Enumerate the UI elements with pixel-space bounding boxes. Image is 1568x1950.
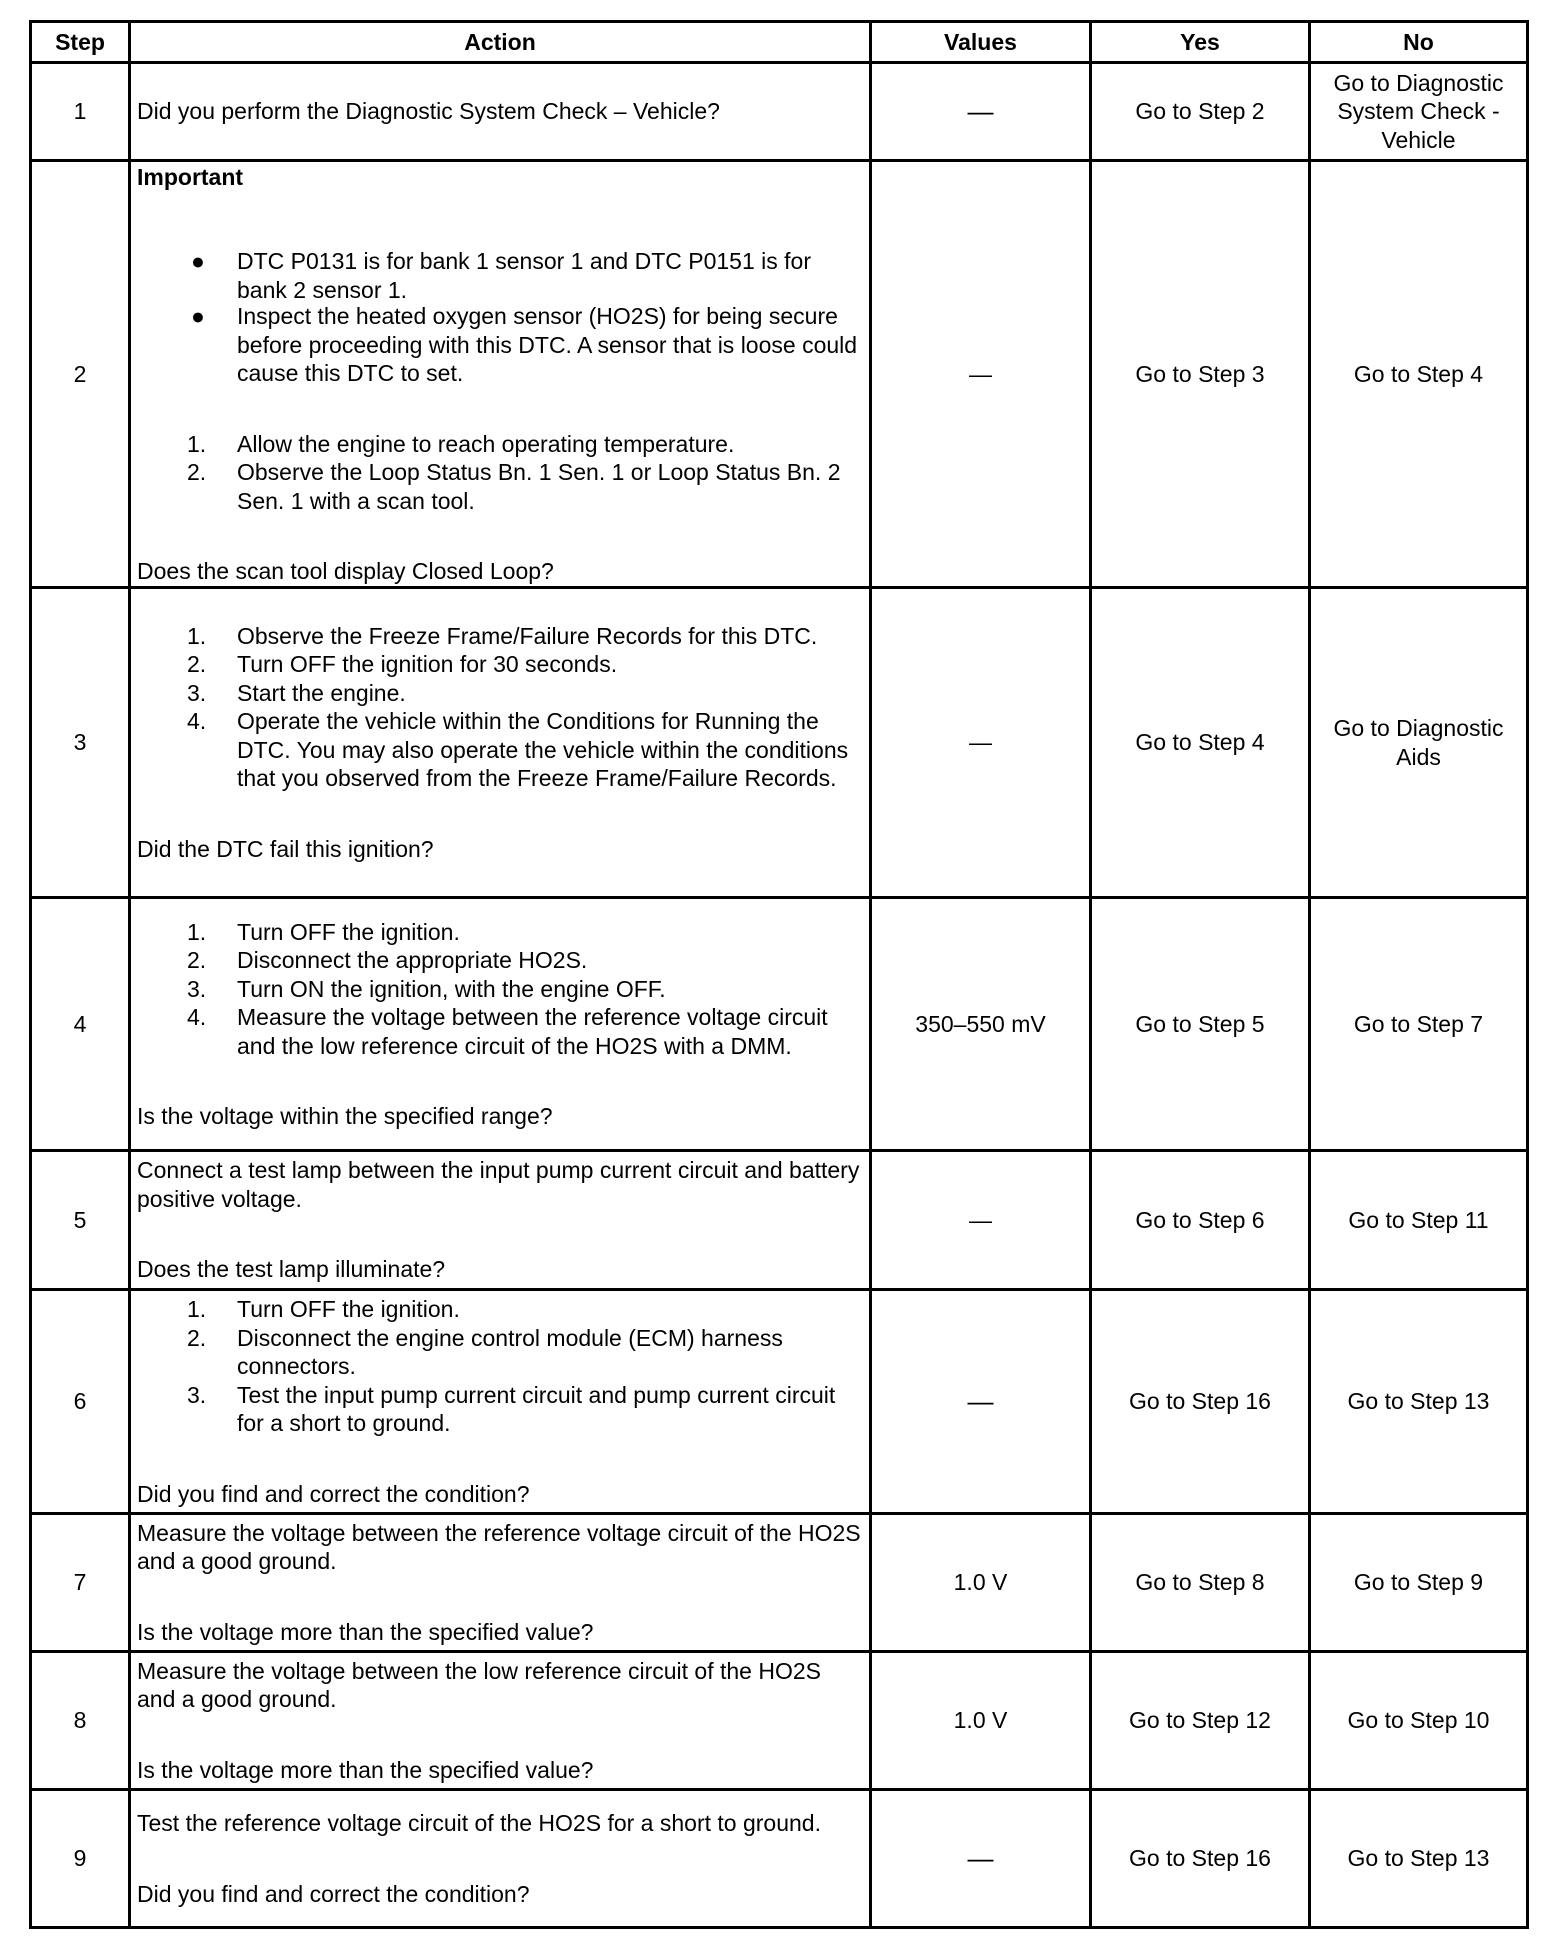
action-question: Does the test lamp illuminate? — [137, 1256, 446, 1283]
step-number: 5 — [31, 1151, 130, 1290]
values-cell: — — [871, 161, 1091, 588]
step-number: 8 — [31, 1652, 130, 1790]
yes-cell: Go to Step 4 — [1091, 588, 1310, 898]
no-cell: Go to Step 13 — [1310, 1290, 1528, 1514]
action-cell — [130, 1514, 871, 1652]
bullet-icon: ● — [191, 303, 205, 329]
header-action: Action — [130, 22, 871, 63]
numbered-steps — [137, 918, 863, 1061]
values-cell: 1.0 V — [871, 1652, 1091, 1790]
table-row-step-6 — [31, 1290, 1528, 1514]
values-cell — [871, 63, 1091, 161]
numbered-steps — [137, 1295, 863, 1438]
value-dash: — — [967, 1842, 994, 1873]
table-row-step-8 — [31, 1652, 1528, 1790]
action-cell — [130, 161, 871, 588]
list-item: ● Inspect the heated oxygen sensor (HO2S) for being secure before proceeding with this DTC. A sensor that is loose could cause this DTC to set. — [191, 303, 858, 386]
no-cell: Go to Diagnostic Aids — [1310, 588, 1528, 898]
action-question: Does the scan tool display Closed Loop? — [137, 558, 554, 584]
yes-cell: Go to Step 5 — [1091, 898, 1310, 1151]
no-cell: Go to Step 9 — [1310, 1514, 1528, 1652]
values-cell: — — [871, 1151, 1091, 1290]
list-item: 3. Test the input pump current circuit and pump current circuit for a short to ground. — [187, 1381, 836, 1436]
numbered-steps — [137, 622, 863, 793]
action-question: Did you find and correct the condition? — [137, 1480, 530, 1507]
yes-cell: Go to Step 16 — [1091, 1290, 1310, 1514]
table-row-step-5 — [31, 1151, 1528, 1290]
no-cell: Go to Step 4 — [1310, 161, 1528, 588]
values-cell — [871, 1790, 1091, 1928]
list-item: 1. Turn OFF the ignition. — [187, 918, 460, 945]
list-item: 2. Disconnect the appropriate HO2S. — [187, 947, 588, 973]
values-cell — [871, 1290, 1091, 1514]
yes-cell: Go to Step 3 — [1091, 161, 1310, 588]
step-number: 2 — [31, 161, 130, 588]
yes-cell: Go to Step 2 — [1091, 63, 1310, 161]
header-yes: Yes — [1091, 22, 1310, 63]
action-question: Is the voltage more than the specified value? — [137, 1618, 594, 1645]
action-cell — [130, 1652, 871, 1790]
values-cell: 1.0 V — [871, 1514, 1091, 1652]
list-item: 1. Allow the engine to reach operating temperature. — [187, 430, 735, 457]
header-no: No — [1310, 22, 1528, 63]
step-number: 1 — [31, 63, 130, 161]
list-item: 1. Turn OFF the ignition. — [187, 1296, 460, 1322]
no-cell: Go to Step 13 — [1310, 1790, 1528, 1928]
no-cell: Go to Step 10 — [1310, 1652, 1528, 1790]
important-label: Important — [137, 163, 244, 190]
values-cell: 350–550 mV — [871, 898, 1091, 1151]
action-cell — [130, 898, 871, 1151]
yes-cell: Go to Step 8 — [1091, 1514, 1310, 1652]
header-values: Values — [871, 22, 1091, 63]
action-cell — [130, 1790, 871, 1928]
action-question: Is the voltage more than the specified value? — [137, 1756, 594, 1783]
action-question: Did you find and correct the condition? — [137, 1880, 530, 1907]
yes-cell: Go to Step 16 — [1091, 1790, 1310, 1928]
action-question: Did the DTC fail this ignition? — [137, 835, 434, 862]
diagnostic-table — [29, 20, 1529, 1929]
table-row-step-4 — [31, 898, 1528, 1151]
bullet-icon: ● — [191, 248, 205, 274]
bullet-list — [137, 247, 863, 388]
header-step: Step — [31, 22, 130, 63]
list-item: 3. Start the engine. — [187, 679, 406, 706]
action-cell — [130, 1151, 871, 1290]
table-row-step-7 — [31, 1514, 1528, 1652]
action-cell — [130, 63, 871, 161]
step-number: 7 — [31, 1514, 130, 1652]
step-number: 9 — [31, 1790, 130, 1928]
list-item: 1. Observe the Freeze Frame/Failure Records for this DTC. — [187, 622, 818, 649]
list-item: 3. Turn ON the ignition, with the engine OFF. — [187, 975, 666, 1002]
list-item: 4. Measure the voltage between the reference voltage circuit and the low reference circuit of the HO2S with a DMM. — [187, 1004, 828, 1059]
list-item: 2. Turn OFF the ignition for 30 seconds. — [187, 651, 618, 678]
no-cell: Go to Step 11 — [1310, 1151, 1528, 1290]
action-text: Did you perform the Diagnostic System Check – Vehicle? — [137, 98, 720, 125]
yes-cell: Go to Step 6 — [1091, 1151, 1310, 1290]
list-item: 2. Disconnect the engine control module (ECM) harness connectors. — [187, 1324, 783, 1379]
header-row — [31, 22, 1528, 63]
value-dash: — — [967, 95, 994, 126]
step-number: 4 — [31, 898, 130, 1151]
no-cell: Go to Step 7 — [1310, 898, 1528, 1151]
no-cell: Go to Diagnostic System Check - Vehicle — [1310, 63, 1528, 161]
yes-cell: Go to Step 12 — [1091, 1652, 1310, 1790]
step-number: 3 — [31, 588, 130, 898]
table-row-step-3 — [31, 588, 1528, 898]
table-row-step-9 — [31, 1790, 1528, 1928]
numbered-steps — [137, 430, 863, 516]
table-row-step-2 — [31, 161, 1528, 588]
list-item: 4. Operate the vehicle within the Conditions for Running the DTC. You may also operate the vehicle within the conditions that you observed from the Freeze Frame/Failure Records. — [187, 708, 849, 792]
list-item: 2. Observe the Loop Status Bn. 1 Sen. 1 or Loop Status Bn. 2 Sen. 1 with a scan tool. — [187, 459, 841, 514]
action-text: Connect a test lamp between the input pump current circuit and battery positive voltage. — [137, 1157, 860, 1212]
list-item: ● DTC P0131 is for bank 1 sensor 1 and DTC P0151 is for bank 2 sensor 1. — [191, 248, 812, 303]
action-cell — [130, 588, 871, 898]
values-cell: — — [871, 588, 1091, 898]
action-text: Measure the voltage between the low reference circuit of the HO2S and a good ground. — [137, 1657, 821, 1713]
value-dash: — — [967, 1385, 994, 1416]
action-text: Measure the voltage between the reference voltage circuit of the HO2S and a good ground. — [137, 1519, 861, 1575]
step-number: 6 — [31, 1290, 130, 1514]
action-cell — [130, 1290, 871, 1514]
table-row-step-1 — [31, 63, 1528, 161]
action-text: Test the reference voltage circuit of the HO2S for a short to ground. — [137, 1810, 821, 1836]
action-question: Is the voltage within the specified range? — [137, 1103, 553, 1129]
